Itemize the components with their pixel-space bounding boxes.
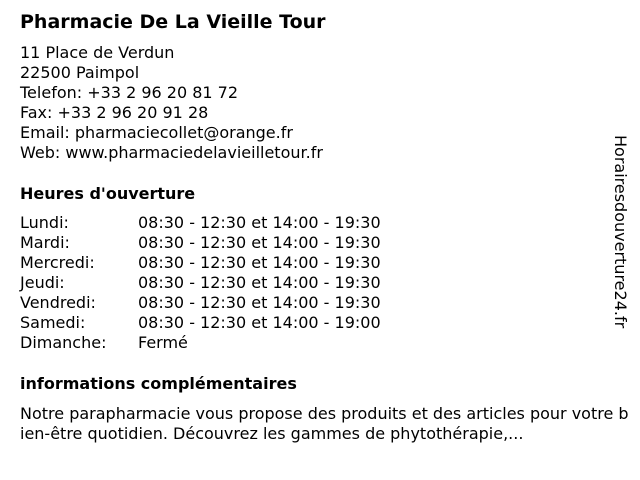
hours-day: Mercredi: [20, 253, 95, 272]
watermark [610, 135, 630, 370]
hours-row-wednesday [20, 253, 381, 273]
hours-time: 08:30 - 12:30 et 14:00 - 19:30 [138, 293, 381, 312]
hours-time: 08:30 - 12:30 et 14:00 - 19:30 [138, 273, 381, 292]
hours-time: 08:30 - 12:30 et 14:00 - 19:30 [138, 233, 381, 252]
phone-number: Telefon: +33 2 96 20 81 72 [20, 83, 239, 102]
hours-day: Vendredi: [20, 293, 96, 312]
page-title: Pharmacie De La Vieille Tour [20, 11, 326, 33]
hours-day: Dimanche: [20, 333, 107, 352]
hours-row-monday [20, 213, 381, 233]
hours-row-thursday [20, 273, 381, 293]
hours-row-saturday [20, 313, 381, 333]
fax-number: Fax: +33 2 96 20 91 28 [20, 103, 209, 122]
additional-info-heading: informations complémentaires [20, 374, 297, 393]
hours-time: 08:30 - 12:30 et 14:00 - 19:00 [138, 313, 381, 332]
hours-day: Samedi: [20, 313, 86, 332]
additional-info-text: Notre parapharmacie vous propose des produits et des articles pour votre bien-être quotidien. Découvrez les gammes de phytothérapie,... [20, 404, 629, 443]
hours-time: Fermé [138, 333, 188, 352]
hours-time: 08:30 - 12:30 et 14:00 - 19:30 [138, 213, 381, 232]
hours-row-tuesday [20, 233, 381, 253]
address-street: 11 Place de Verdun [20, 43, 175, 62]
hours-day: Lundi: [20, 213, 69, 232]
opening-hours-table [20, 213, 381, 353]
watermark-text: Horairesdouverture24.fr [611, 135, 630, 329]
hours-row-friday [20, 293, 381, 313]
hours-day: Jeudi: [20, 273, 65, 292]
hours-day: Mardi: [20, 233, 70, 252]
hours-time: 08:30 - 12:30 et 14:00 - 19:30 [138, 253, 381, 272]
opening-hours-heading: Heures d'ouverture [20, 184, 196, 203]
address-city: 22500 Paimpol [20, 63, 140, 82]
hours-row-sunday [20, 333, 381, 353]
email-address: Email: pharmaciecollet@orange.fr [20, 123, 293, 142]
website: Web: www.pharmaciedelavieilletour.fr [20, 143, 323, 162]
contact-block [20, 43, 323, 163]
